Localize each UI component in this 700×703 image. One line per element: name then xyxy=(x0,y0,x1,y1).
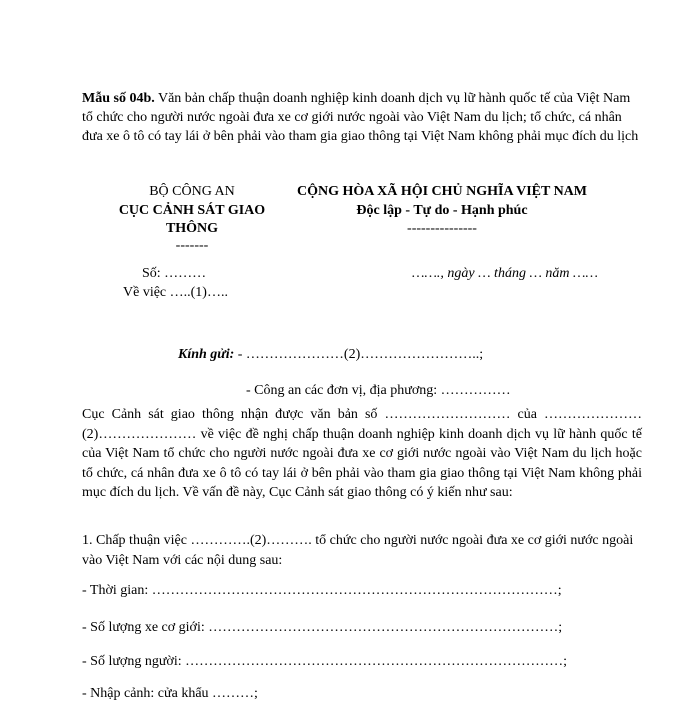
right-header-rule: --------------- xyxy=(407,221,477,236)
recipient-2: - Công an các đơn vị, địa phương: …………… xyxy=(246,383,511,398)
body-paragraph: Cục Cảnh sát giao thông nhận được văn bản số ……………………… của ………………… (2)………………… về việc đề nghị chấp thuận doanh nghiệp kinh doanh dịch vụ lữ hành quốc tế của Việt Nam tổ chức cho người nước ngoài đưa xe cơ giới nước ngoài vào Việt Nam du lịch hoặc tổ chức, cá nhân đưa xe ô tô có tay lái ở bên phải vào tham gia giao thông tại Việt Nam không phải mục đích du lịch. Về vấn đề này, Cục Cảnh sát giao thông có ý kiến như sau: xyxy=(82,407,642,500)
field-people-count: - Số lượng người: ………………………………………………………………………; xyxy=(82,654,567,669)
national-motto: Độc lập - Tự do - Hạnh phúc xyxy=(356,203,528,218)
field-entry-gate: - Nhập cảnh: cửa khẩu ………; xyxy=(82,686,258,701)
intro-paragraph xyxy=(82,89,642,146)
ministry-name: BỘ CÔNG AN xyxy=(149,184,235,199)
left-header-rule: ------- xyxy=(175,238,209,253)
department-name-line2: THÔNG xyxy=(165,221,219,236)
recipients-label: Kính gửi: xyxy=(178,347,235,362)
field-vehicle-count: - Số lượng xe cơ giới: …………………………………………………………………; xyxy=(82,620,563,635)
form-number: Mẫu số 04b. xyxy=(82,91,155,106)
field-time: - Thời gian: ……………………………………………………………………………; xyxy=(82,583,562,598)
document-subject: Về việc …..(1)….. xyxy=(123,285,228,300)
recipient-1: - …………………(2)……………………..; xyxy=(237,347,484,362)
item-1: 1. Chấp thuận việc ………….(2)………. tổ chức cho người nước ngoài đưa xe cơ giới nước ngoài vào Việt Nam với các nội dung sau: xyxy=(82,533,634,568)
recipients-line1 xyxy=(178,345,483,364)
document-number: Số: ……… xyxy=(142,266,207,281)
department-name-line1: CỤC CẢNH SÁT GIAO xyxy=(118,203,266,218)
intro-text: Văn bản chấp thuận doanh nghiệp kinh doanh dịch vụ lữ hành quốc tế của Việt Nam tổ chức cho người nước ngoài đưa xe cơ giới nước ngoài vào Việt Nam du lịch; tổ chức, cá nhân đưa xe ô tô có tay lái ở bên phải vào tham gia giao thông tại Việt Nam không phải mục đích du lịch xyxy=(82,91,639,144)
date-line: ……., ngày … tháng … năm …… xyxy=(412,266,598,281)
nation-name: CỘNG HÒA XÃ HỘI CHỦ NGHĨA VIỆT NAM xyxy=(296,184,587,199)
